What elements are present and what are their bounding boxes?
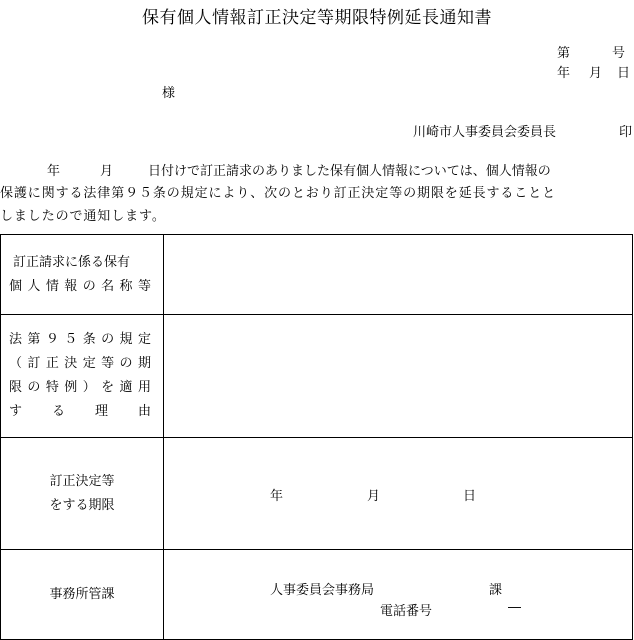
deadline-year: 年 (270, 489, 284, 504)
department-section: 課 (489, 583, 503, 598)
table-row-reason (1, 315, 633, 438)
document-number-label: 第 (557, 46, 571, 61)
recipient-suffix: 様 (162, 86, 176, 101)
label-deadline-line-2: をする期限 (49, 497, 115, 513)
department-phone-dash: ― (508, 600, 521, 615)
value-deadline (164, 438, 633, 550)
value-reason (164, 315, 633, 438)
document-title: 保有個人情報訂正決定等期限特例延長通知書 (142, 8, 492, 28)
label-record-name-line-2: 個人情報の名称等 (9, 278, 151, 294)
label-reason-line-1: 法第９５条の規定 (9, 332, 151, 347)
document-number-suffix: 号 (612, 46, 626, 61)
department-office: 人事委員会事務局 (270, 583, 375, 598)
table-row-department (1, 550, 633, 640)
issue-date-day: 日 (617, 66, 631, 81)
body-line-1-text: 日付けで訂正請求のありました保有個人情報については、個人情報の (148, 164, 551, 179)
label-reason-line-3: 限の特例）を適用 (9, 380, 151, 395)
department-phone-label: 電話番号 (380, 604, 433, 619)
value-record-name (164, 235, 633, 315)
value-department (164, 550, 633, 640)
notice-details-table (0, 234, 633, 640)
label-deadline (1, 438, 164, 550)
label-record-name-line-1: 訂正請求に係る保有 (13, 254, 131, 270)
label-reason (1, 315, 164, 438)
issue-date-year: 年 (557, 66, 571, 81)
label-department: 事務所管課 (1, 550, 164, 640)
table-row-deadline (1, 438, 633, 550)
deadline-day: 日 (463, 489, 477, 504)
body-paragraph-line-3: しましたので通知します。 (0, 209, 166, 224)
deadline-month: 月 (367, 489, 381, 504)
label-reason-line-4: する理由 (9, 404, 151, 419)
issue-date-month: 月 (589, 66, 603, 81)
body-month: 月 (100, 164, 114, 179)
label-deadline-line-1: 訂正決定等 (49, 473, 115, 489)
body-year: 年 (47, 164, 61, 179)
label-record-name (1, 235, 164, 315)
table-row-record-name (1, 235, 633, 315)
label-reason-line-2: （訂正決定等の期 (9, 356, 151, 371)
sender-seal: 印 (619, 125, 633, 140)
body-paragraph-line-2: 保護に関する法律第９５条の規定により、次のとおり訂正決定等の期限を延長することと (0, 186, 557, 201)
sender-name: 川崎市人事委員会委員長 (413, 125, 557, 140)
